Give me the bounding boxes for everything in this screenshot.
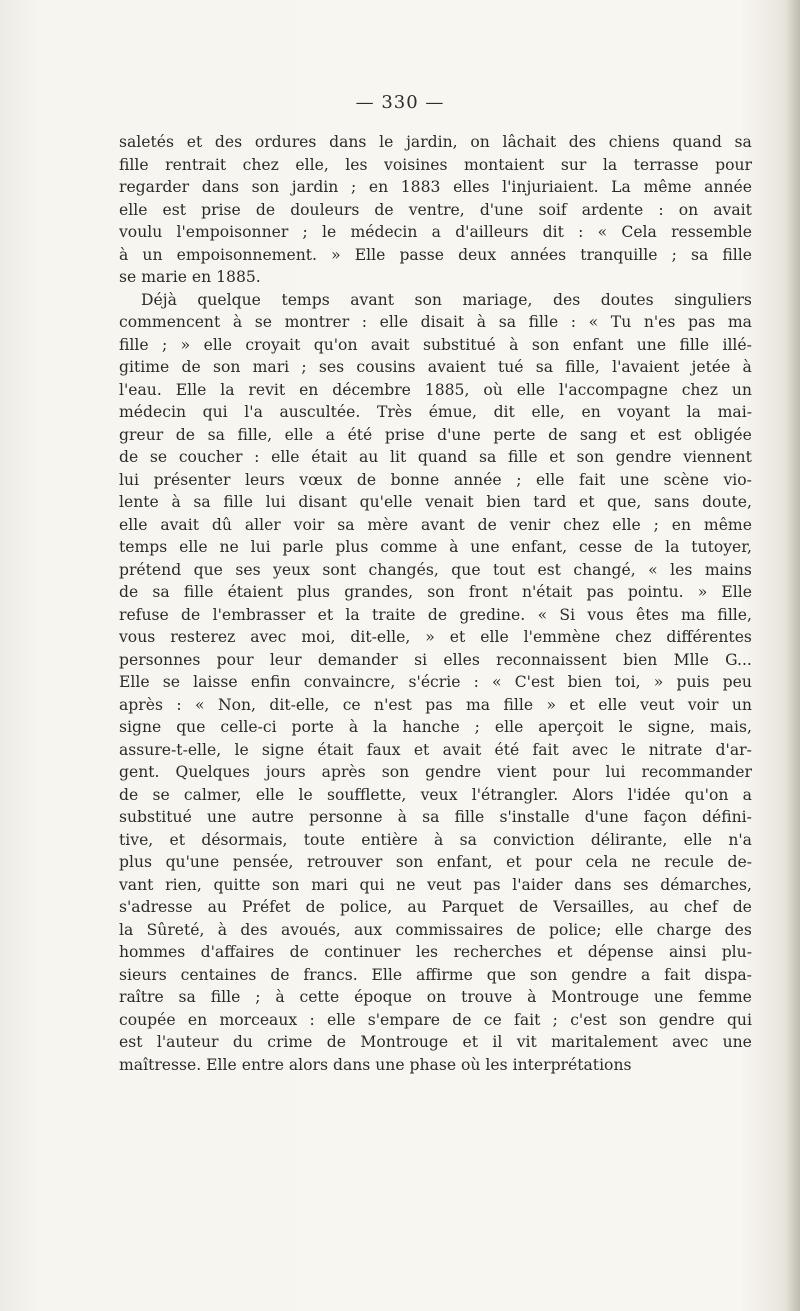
text-line: saletés et des ordures dans le jardin, on lâchait des chiens quand sa xyxy=(119,133,752,151)
text-line: temps elle ne lui parle plus comme à une enfant, cesse de la tutoyer, xyxy=(119,538,752,556)
text-line: à un empoisonnement. » Elle passe deux années tranquille ; sa fille xyxy=(119,245,752,264)
text-line: plus qu'une pensée, retrouver son enfant, et pour cela ne recule de- xyxy=(119,853,752,871)
text-line: lente à sa fille lui disant qu'elle venait bien tard et que, sans doute, xyxy=(119,493,752,511)
text-line: assure-t-elle, le signe était faux et avait été fait avec le nitrate d'ar- xyxy=(119,740,752,759)
text-line: de sa fille étaient plus grandes, son front n'était pas pointu. » Elle xyxy=(119,583,752,601)
text-line: raître sa fille ; à cette époque on trouve à Montrouge une femme xyxy=(119,988,752,1006)
text-line: l'eau. Elle la revit en décembre 1885, où elle l'accompagne chez un xyxy=(119,380,752,399)
text-line: est l'auteur du crime de Montrouge et il vit maritalement avec une xyxy=(119,1033,752,1051)
text-line: voulu l'empoisonner ; le médecin a d'ailleurs dit : « Cela ressemble xyxy=(119,223,752,241)
text-line: Déjà quelque temps avant son mariage, des doutes singuliers xyxy=(141,290,752,309)
text-line: elle est prise de douleurs de ventre, d'une soif ardente : on avait xyxy=(119,200,752,219)
text-line: après : « Non, dit-elle, ce n'est pas ma fille » et elle veut voir un xyxy=(119,695,752,714)
text-line: de se coucher : elle était au lit quand sa fille et son gendre viennent xyxy=(119,448,752,466)
paragraph xyxy=(119,289,752,1077)
text-line: s'adresse au Préfet de police, au Parquet de Versailles, au chef de xyxy=(119,898,752,916)
text-line: lui présenter leurs vœux de bonne année ; elle fait une scène vio- xyxy=(119,470,752,489)
text-line: de se calmer, elle le soufflette, veux l'étrangler. Alors l'idée qu'on a xyxy=(119,785,752,804)
text-line: maîtresse. Elle entre alors dans une phase où les interprétations xyxy=(119,1055,632,1074)
text-line: substitué une autre personne à sa fille s'installe d'une façon défini- xyxy=(119,808,752,826)
text-line: greur de sa fille, elle a été prise d'une perte de sang et est obligée xyxy=(119,425,752,444)
text-line: signe que celle-ci porte à la hanche ; elle aperçoit le signe, mais, xyxy=(119,718,752,736)
text-line: tive, et désormais, toute entière à sa conviction délirante, elle n'a xyxy=(119,830,752,849)
text-line: regarder dans son jardin ; en 1883 elles l'injuriaient. La même année xyxy=(119,178,752,196)
text-line: médecin qui l'a auscultée. Très émue, dit elle, en voyant la mai- xyxy=(119,403,752,421)
text-line: se marie en 1885. xyxy=(119,268,261,286)
text-line: elle avait dû aller voir sa mère avant de venir chez elle ; en même xyxy=(119,515,752,534)
page-edge-shadow xyxy=(786,0,800,1311)
text-line: coupée en morceaux : elle s'empare de ce fait ; c'est son gendre qui xyxy=(119,1010,752,1029)
text-line: la Sûreté, à des avoués, aux commissaires de police; elle charge des xyxy=(119,920,752,939)
text-line: commencent à se montrer : elle disait à sa fille : « Tu n'es pas ma xyxy=(119,313,752,331)
text-line: hommes d'affaires de continuer les recherches et dépense ainsi plu- xyxy=(119,943,752,961)
text-line: Elle se laisse enfin convaincre, s'écrie : « C'est bien toi, » puis peu xyxy=(119,673,752,691)
text-line: fille rentrait chez elle, les voisines montaient sur la terrasse pour xyxy=(119,155,752,174)
text-line: vous resterez avec moi, dit-elle, » et elle l'emmène chez différentes xyxy=(119,628,752,646)
text-line: gent. Quelques jours après son gendre vient pour lui recommander xyxy=(119,763,752,781)
text-line: gitime de son mari ; ses cousins avaient tué sa fille, l'avaient jetée à xyxy=(119,358,752,376)
text-line: sieurs centaines de francs. Elle affirme que son gendre a fait dispa- xyxy=(119,965,752,984)
text-line: vant rien, quitte son mari qui ne veut pas l'aider dans ses démarches, xyxy=(119,875,752,894)
text-line: prétend que ses yeux sont changés, que tout est changé, « les mains xyxy=(119,560,752,579)
page-number: — 330 — xyxy=(355,92,445,113)
body-text xyxy=(119,131,752,1076)
text-line: personnes pour leur demander si elles reconnaissent bien Mlle G... xyxy=(119,650,752,669)
text-line: refuse de l'embrasser et la traite de gredine. « Si vous êtes ma fille, xyxy=(119,605,752,624)
text-line: fille ; » elle croyait qu'on avait substitué à son enfant une fille illé- xyxy=(119,335,752,354)
paragraph xyxy=(119,131,752,289)
